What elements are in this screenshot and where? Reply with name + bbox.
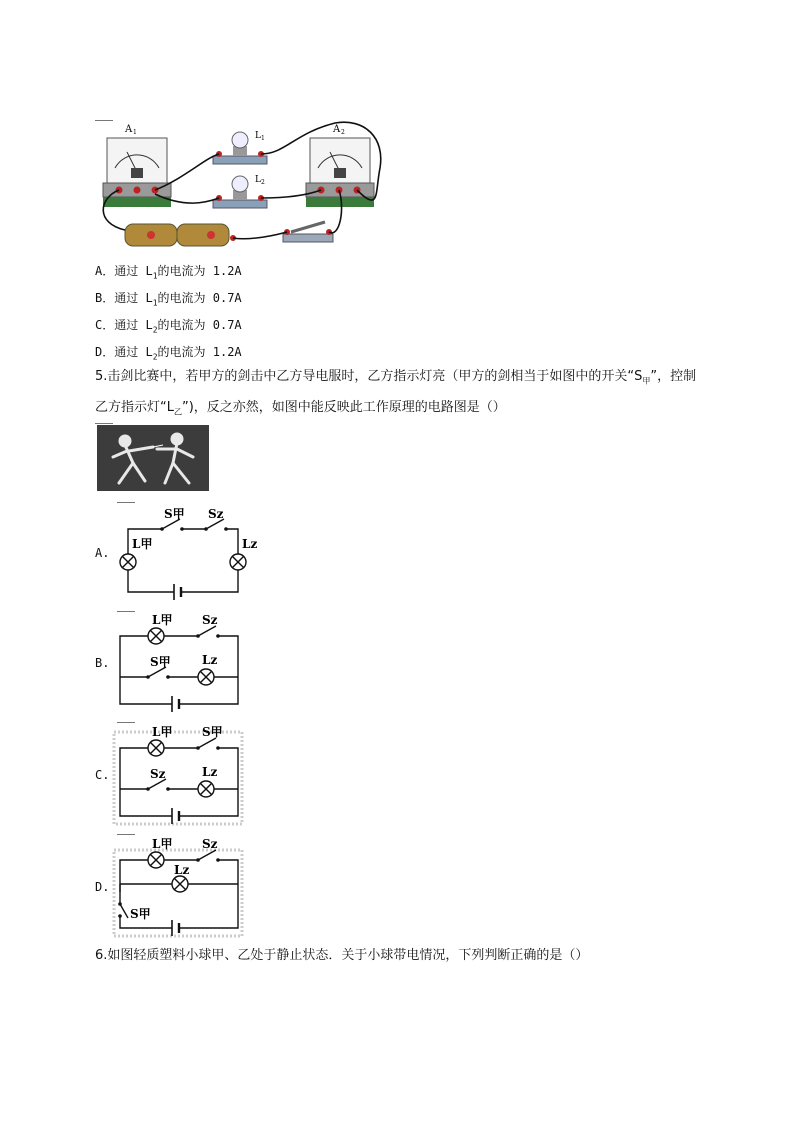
lamp-l1 bbox=[213, 131, 267, 164]
svg-text:S甲: S甲 bbox=[164, 507, 185, 521]
question-5: 5.击剑比赛中，若甲方的剑击中乙方导电服时，乙方指示灯亮（甲方的剑相当于如图中的开关“$S_甲$”，控制乙方指示灯“$L_乙$”)，反之亦然，如图中能反映此工作原理的电路图是（） bbox=[95, 369, 697, 417]
circuit-a bbox=[110, 500, 270, 608]
circuit-c bbox=[110, 720, 270, 830]
svg-text:L: L bbox=[255, 131, 261, 141]
circuit-d bbox=[110, 832, 270, 942]
battery bbox=[125, 224, 236, 246]
circuit-b bbox=[110, 608, 270, 718]
svg-text:1: 1 bbox=[133, 129, 137, 136]
svg-text:1: 1 bbox=[261, 135, 265, 142]
svg-text:L: L bbox=[255, 175, 261, 185]
circuit-b-label[interactable]: B. bbox=[95, 656, 110, 670]
circuit-a-label[interactable]: A. bbox=[95, 546, 110, 560]
option-a[interactable]: A．通过 $L_1$的电流为 1.2A bbox=[95, 264, 242, 281]
svg-text:2: 2 bbox=[261, 179, 265, 186]
svg-text:Lz: Lz bbox=[242, 537, 258, 551]
svg-text:Lz: Lz bbox=[202, 765, 218, 779]
svg-text:L甲: L甲 bbox=[132, 537, 153, 551]
svg-text:Lz: Lz bbox=[174, 863, 190, 877]
option-d[interactable]: D．通过 $L_2$的电流为 1.2A bbox=[95, 345, 242, 362]
svg-text:2: 2 bbox=[341, 129, 345, 136]
svg-text:L甲: L甲 bbox=[152, 613, 173, 627]
svg-text:S甲: S甲 bbox=[130, 907, 151, 921]
svg-text:Sz: Sz bbox=[208, 507, 224, 521]
fencing-photo bbox=[97, 425, 209, 491]
svg-text:A: A bbox=[333, 124, 341, 135]
svg-text:Sz: Sz bbox=[202, 837, 218, 851]
svg-text:S甲: S甲 bbox=[150, 655, 171, 669]
lamp-l2 bbox=[213, 175, 267, 208]
ammeter-a1 bbox=[103, 124, 171, 207]
svg-text:Sz: Sz bbox=[150, 767, 166, 781]
option-c[interactable]: C．通过 $L_2$的电流为 0.7A bbox=[95, 318, 242, 335]
ammeter-circuit-figure bbox=[95, 118, 385, 253]
svg-text:L甲: L甲 bbox=[152, 837, 173, 851]
svg-text:Lz: Lz bbox=[202, 653, 218, 667]
knife-switch bbox=[283, 222, 333, 242]
svg-text:S甲: S甲 bbox=[202, 725, 223, 739]
circuit-c-label[interactable]: C. bbox=[95, 768, 110, 782]
svg-text:L甲: L甲 bbox=[152, 725, 173, 739]
option-b[interactable]: B．通过 $L_1$的电流为 0.7A bbox=[95, 291, 242, 308]
question-6: 6.如图轻质塑料小球甲、乙处于静止状态．关于小球带电情况，下列判断正确的是（） bbox=[95, 948, 589, 963]
figure-marker bbox=[95, 423, 113, 424]
svg-text:Sz: Sz bbox=[202, 613, 218, 627]
a1-label: A bbox=[125, 124, 133, 135]
circuit-d-label[interactable]: D. bbox=[95, 880, 110, 894]
